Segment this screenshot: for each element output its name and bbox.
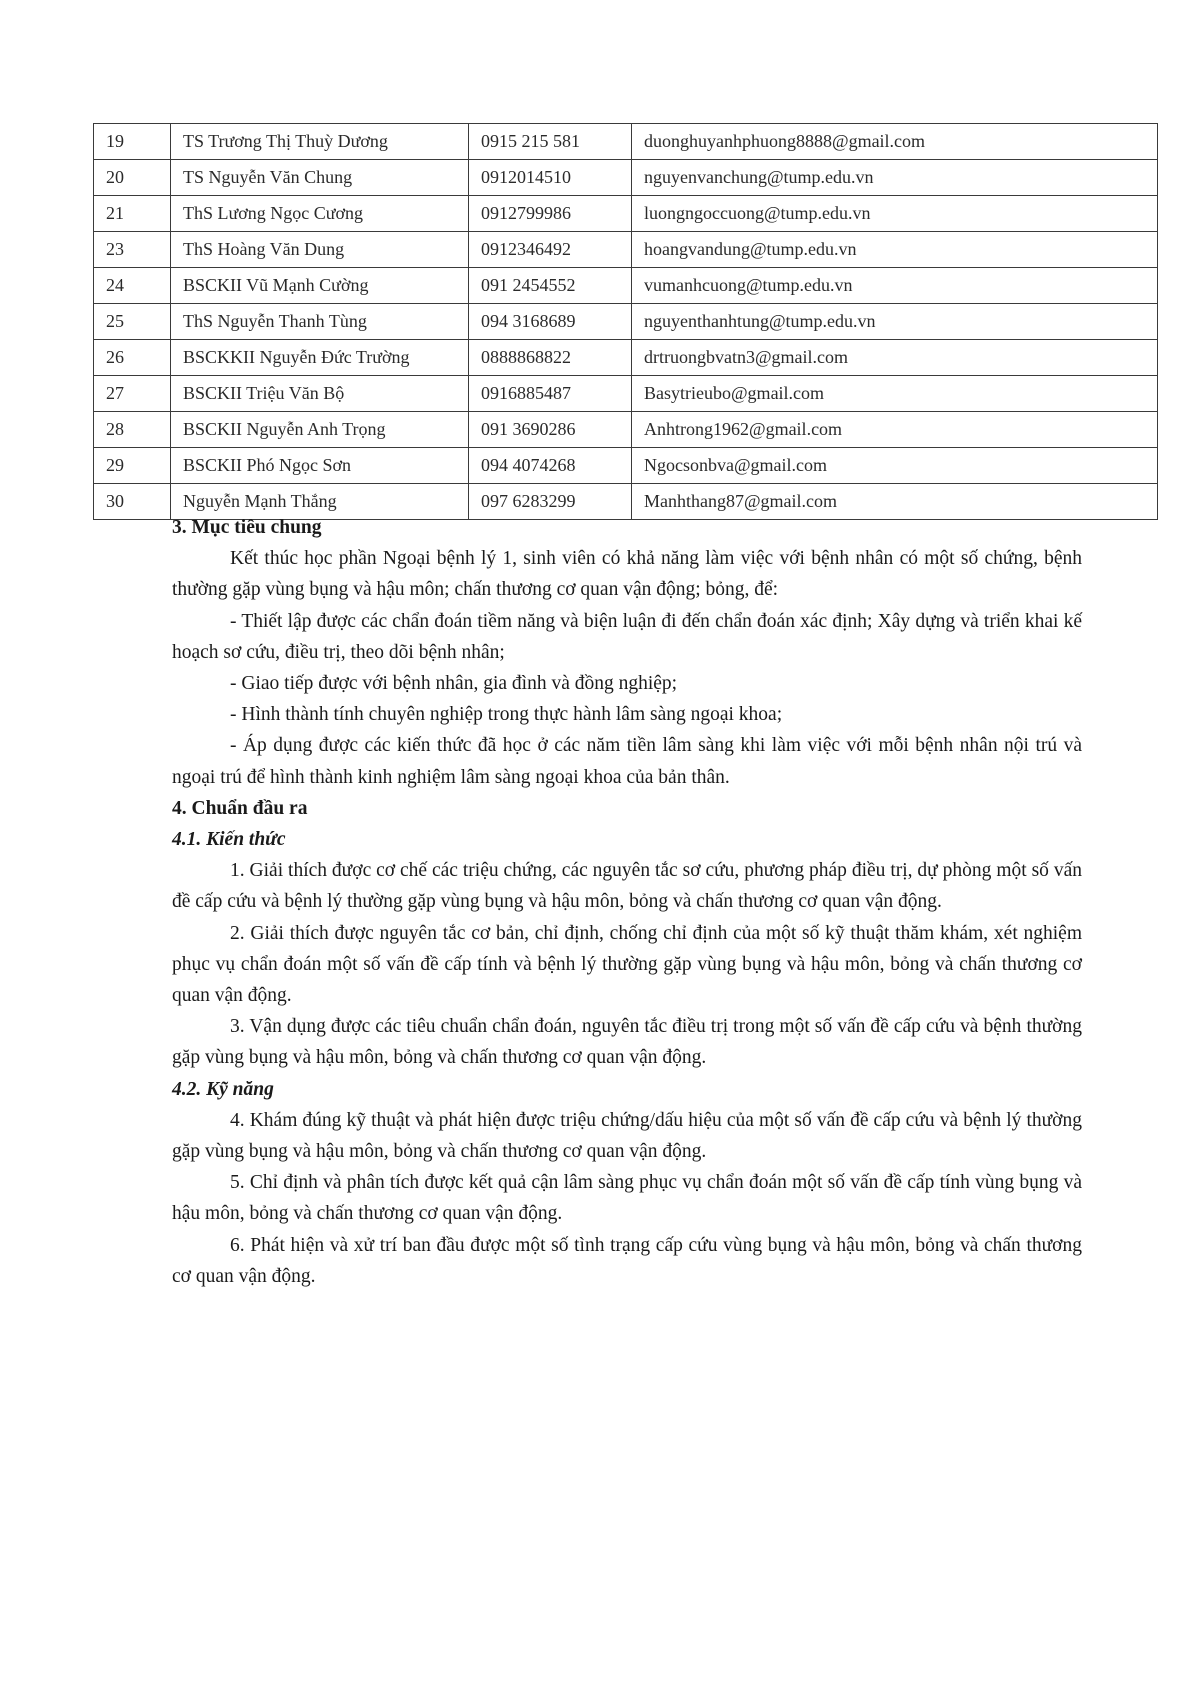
table-row: [94, 448, 1158, 484]
phone-cell: 0888868822: [469, 340, 632, 376]
table-row: [94, 196, 1158, 232]
section-3-bullet: - Giao tiếp được với bệnh nhân, gia đình và đồng nghiệp;: [230, 673, 678, 695]
email-cell: Basytrieubo@gmail.com: [632, 376, 1158, 412]
row-number-cell: 30: [94, 484, 171, 520]
knowledge-outcome: 3. Vận dụng được các tiêu chuẩn chẩn đoán, nguyên tắc điều trị trong một số vấn đề cấp cứu và bệnh thường gặp vùng bụng và hậu môn, bỏng và chấn thương cơ quan vận động.: [172, 1016, 1082, 1069]
row-number-cell: 19: [94, 124, 171, 160]
table-row: [94, 304, 1158, 340]
email-cell: Anhtrong1962@gmail.com: [632, 412, 1158, 448]
email-cell: Ngocsonbva@gmail.com: [632, 448, 1158, 484]
phone-cell: 091 3690286: [469, 412, 632, 448]
table-row: [94, 232, 1158, 268]
phone-cell: 0916885487: [469, 376, 632, 412]
email-cell: Manhthang87@gmail.com: [632, 484, 1158, 520]
section-3-heading: 3. Mục tiêu chung: [172, 517, 322, 538]
skill-outcome: 4. Khám đúng kỹ thuật và phát hiện được triệu chứng/dấu hiệu của một số vấn đề cấp cứu và bệnh lý thường gặp vùng bụng và hậu môn, bỏng và chấn thương cơ quan vận động.: [172, 1109, 1082, 1163]
staff-name-cell: Nguyễn Mạnh Thắng: [171, 484, 469, 520]
row-number-cell: 23: [94, 232, 171, 268]
row-number-cell: 24: [94, 268, 171, 304]
staff-name-cell: TS Nguyễn Văn Chung: [171, 160, 469, 196]
phone-cell: 094 4074268: [469, 448, 632, 484]
skill-outcome: 6. Phát hiện và xử trí ban đầu được một số tình trạng cấp cứu vùng bụng và hậu môn, bỏng và chấn thương cơ quan vận động.: [172, 1234, 1082, 1287]
staff-name-cell: BSCKII Triệu Văn Bộ: [171, 376, 469, 412]
staff-name-cell: BSCKII Nguyễn Anh Trọng: [171, 412, 469, 448]
staff-name-cell: ThS Nguyễn Thanh Tùng: [171, 304, 469, 340]
phone-cell: 0912014510: [469, 160, 632, 196]
section-3-bullet: - Áp dụng được các kiến thức đã học ở các năm tiền lâm sàng khi làm việc với mỗi bệnh nhân nội trú và ngoại trú để hình thành kinh nghiệm lâm sàng ngoại khoa của bản thân.: [172, 735, 1082, 788]
section-3-bullet: - Thiết lập được các chẩn đoán tiềm năng và biện luận đi đến chẩn đoán xác định; Xây dựng và triển khai kế hoạch sơ cứu, điều trị, theo dõi bệnh nhân;: [172, 610, 1082, 663]
row-number-cell: 29: [94, 448, 171, 484]
email-cell: hoangvandung@tump.edu.vn: [632, 232, 1158, 268]
table-row: [94, 268, 1158, 304]
section-4-heading: 4. Chuẩn đầu ra: [172, 797, 308, 819]
staff-name-cell: ThS Hoàng Văn Dung: [171, 232, 469, 268]
table-row: [94, 376, 1158, 412]
email-cell: vumanhcuong@tump.edu.vn: [632, 268, 1158, 304]
section-4-2-heading: 4.2. Kỹ năng: [172, 1078, 274, 1100]
table-row: [94, 412, 1158, 448]
knowledge-outcome: 1. Giải thích được cơ chế các triệu chứng, các nguyên tắc sơ cứu, phương pháp điều trị, dự phòng một số vấn đề cấp cứu và bệnh lý thường gặp vùng bụng và hậu môn, bỏng và chấn thương cơ quan vận động.: [172, 860, 1082, 913]
table-row: [94, 160, 1158, 196]
staff-contact-table: [93, 123, 1158, 520]
phone-cell: 0912346492: [469, 232, 632, 268]
section-4-1-heading: 4.1. Kiến thức: [172, 829, 286, 851]
section-3-paragraph: Kết thúc học phần Ngoại bệnh lý 1, sinh viên có khả năng làm việc với bệnh nhân có một số chứng, bệnh thường gặp vùng bụng và hậu môn; chấn thương cơ quan vận động; bỏng, để:: [172, 548, 1082, 601]
row-number-cell: 28: [94, 412, 171, 448]
skill-outcome: 5. Chỉ định và phân tích được kết quả cận lâm sàng phục vụ chẩn đoán một số vấn đề cấp tính vùng bụng và hậu môn, bỏng và chấn thương cơ quan vận động.: [172, 1172, 1082, 1225]
email-cell: nguyenthanhtung@tump.edu.vn: [632, 304, 1158, 340]
phone-cell: 0912799986: [469, 196, 632, 232]
email-cell: luongngoccuong@tump.edu.vn: [632, 196, 1158, 232]
staff-name-cell: TS Trương Thị Thuỳ Dương: [171, 124, 469, 160]
row-number-cell: 20: [94, 160, 171, 196]
phone-cell: 0915 215 581: [469, 124, 632, 160]
row-number-cell: 27: [94, 376, 171, 412]
email-cell: nguyenvanchung@tump.edu.vn: [632, 160, 1158, 196]
staff-table-body: [94, 124, 1158, 520]
email-cell: duonghuyanhphuong8888@gmail.com: [632, 124, 1158, 160]
section-3-bullet: - Hình thành tính chuyên nghiệp trong thực hành lâm sàng ngoại khoa;: [230, 704, 783, 726]
phone-cell: 094 3168689: [469, 304, 632, 340]
row-number-cell: 21: [94, 196, 171, 232]
table-row: [94, 340, 1158, 376]
staff-name-cell: BSCKII Phó Ngọc Sơn: [171, 448, 469, 484]
document-body: [172, 512, 1082, 1292]
email-cell: drtruongbvatn3@gmail.com: [632, 340, 1158, 376]
knowledge-outcome: 2. Giải thích được nguyên tắc cơ bản, chỉ định, chống chỉ định của một số kỹ thuật thăm khám, xét nghiệm phục vụ chẩn đoán một số vấn đề cấp tính và bệnh lý thường gặp vùng bụng và hậu môn, bỏng và chấn thương cơ quan vận động.: [172, 922, 1082, 1007]
staff-name-cell: BSCKII Vũ Mạnh Cường: [171, 268, 469, 304]
row-number-cell: 26: [94, 340, 171, 376]
phone-cell: 097 6283299: [469, 484, 632, 520]
table-row: [94, 124, 1158, 160]
phone-cell: 091 2454552: [469, 268, 632, 304]
staff-name-cell: ThS Lương Ngọc Cương: [171, 196, 469, 232]
staff-name-cell: BSCKKII Nguyễn Đức Trường: [171, 340, 469, 376]
row-number-cell: 25: [94, 304, 171, 340]
